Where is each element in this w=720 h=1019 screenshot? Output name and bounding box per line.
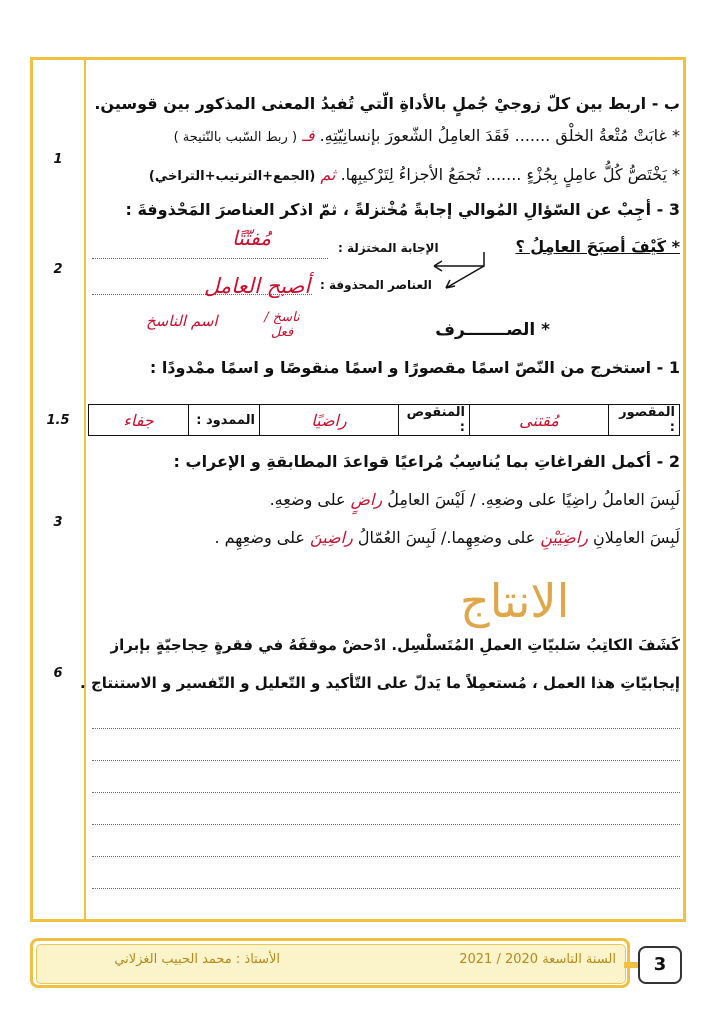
hw-note-verb: ناسخ / فعل (264, 310, 300, 340)
writing-line (92, 728, 680, 729)
production-heading: الانتاج (460, 574, 570, 628)
hw-elements: أصبح العامل (204, 274, 311, 298)
line1-part-a: لَبِسَ العاملُ راضِيًا على وضعِهِ. / لَيْسَ العامِلُ (387, 490, 680, 509)
label-mamdud: الممدود : (189, 405, 260, 436)
score-4: 3 (53, 515, 63, 530)
item1-answer: فـ (302, 126, 315, 145)
q3-question-text: * كَيْفَ أصبَحَ العامِلُ ؟ (515, 237, 680, 256)
item2-text: * يَخْتَصُّ كُلُّ عامِلٍ بِجُزْءٍ ....... تُجمَعُ الأجزاءُ لِتَرْكيبِها. (340, 165, 680, 184)
line2-part-b: على وضعِهِما./ لَبِسَ العُمّالُ (357, 528, 536, 547)
value-maqsur: مُقتنى (470, 405, 609, 436)
line1-part-b: على وضعِهِ. (269, 490, 346, 509)
q3-instruction: 3 - أجِبْ عن السّؤالِ المُوالي إجابةً مُخْتزلةً ، ثمّ اذكر العناصرَ المَحْذوفةَ : (125, 200, 680, 219)
line1-answer: راضٍ (350, 490, 383, 509)
writing-line (92, 760, 680, 761)
sarf-q2-instruction: 2 - أكمل الفراغاتِ بما يُناسِبُ مُراعيًا قواعدَ المطابقةِ و الإعراب : (173, 452, 680, 471)
sarf-line1 (90, 490, 680, 509)
label-elements: العناصر المحذوفة : (320, 278, 432, 292)
section-b-instruction: ب - اربط بين كلّ زوجيْ جُملٍ بالأداةِ الّتي تُفيدُ المعنى المذكور بين قوسين. (94, 94, 680, 113)
item2-answer: ثم (320, 165, 336, 184)
score-5: 6 (53, 666, 63, 681)
sarf-q1-instruction: 1 - استخرج من النّصّ اسمًا مقصورًا و اسمًا منقوصًا و اسمًا ممْدودًا : (149, 358, 680, 377)
section-b-item2 (90, 165, 680, 184)
score-3: 1.5 (46, 413, 70, 428)
line2-part-c: على وضعِهِم . (214, 528, 305, 547)
hw-answer: مُفتّتًا (232, 226, 271, 250)
score-column-divider (84, 57, 86, 922)
line2-answer2: راضِينَ (310, 528, 353, 547)
value-manqus: راضيًا (260, 405, 399, 436)
production-text-1: كَشَفَ الكاتِبُ سَلبيّاتِ العملِ المُتَسلْسِل. ادْحضْ موقفَهُ في فقرةٍ حِجاجيّةٍ بإبراز (110, 636, 680, 654)
score-1: 1 (53, 152, 63, 167)
score-2: 2 (53, 262, 63, 277)
hw-note-subject: اسم الناسخ (146, 312, 218, 330)
writing-line (92, 856, 680, 857)
item2-hint: (الجمع+الترتيب+التراخي) (148, 169, 316, 184)
page-number: 3 (638, 946, 682, 984)
section-b-item1 (90, 126, 680, 145)
label-answer: الإجابة المختزلة : (338, 241, 439, 255)
sarf-line2 (90, 528, 680, 547)
line2-answer1: راضِيَيْنِ (540, 528, 588, 547)
answer-dots (92, 258, 328, 259)
label-maqsur: المقصور : (609, 405, 680, 436)
footer-teacher: الأستاذ : محمد الحبيب الغزلاني (114, 952, 280, 967)
q3-question (470, 237, 680, 256)
bracket-arrows (428, 244, 488, 294)
production-text-2: إيجابيّاتِ هذا العمل ، مُستعمِلاً ما يَدلّ على التّأكيد و التّعليل و التّفسير و الاستنتاج . (80, 674, 680, 692)
item1-hint: ( ربط السّبب بالنّتيجة ) (173, 130, 298, 145)
item1-text: * غابَتْ مُتْعةُ الخلْق ....... فَقَدَ العامِلُ الشّعورَ بإنسانِيّتِهِ. (319, 126, 680, 145)
writing-line (92, 824, 680, 825)
footer-class-year: السنة التاسعة 2020 / 2021 (459, 952, 616, 967)
writing-line (92, 888, 680, 889)
word-type-table (88, 404, 680, 436)
sarf-heading: * الصـــــــرف (435, 320, 550, 340)
writing-line (92, 792, 680, 793)
label-manqus: المنقوص : (399, 405, 470, 436)
line2-part-a: لَبِسَ العامِلانِ (593, 528, 680, 547)
value-mamdud: جفاء (89, 405, 189, 436)
